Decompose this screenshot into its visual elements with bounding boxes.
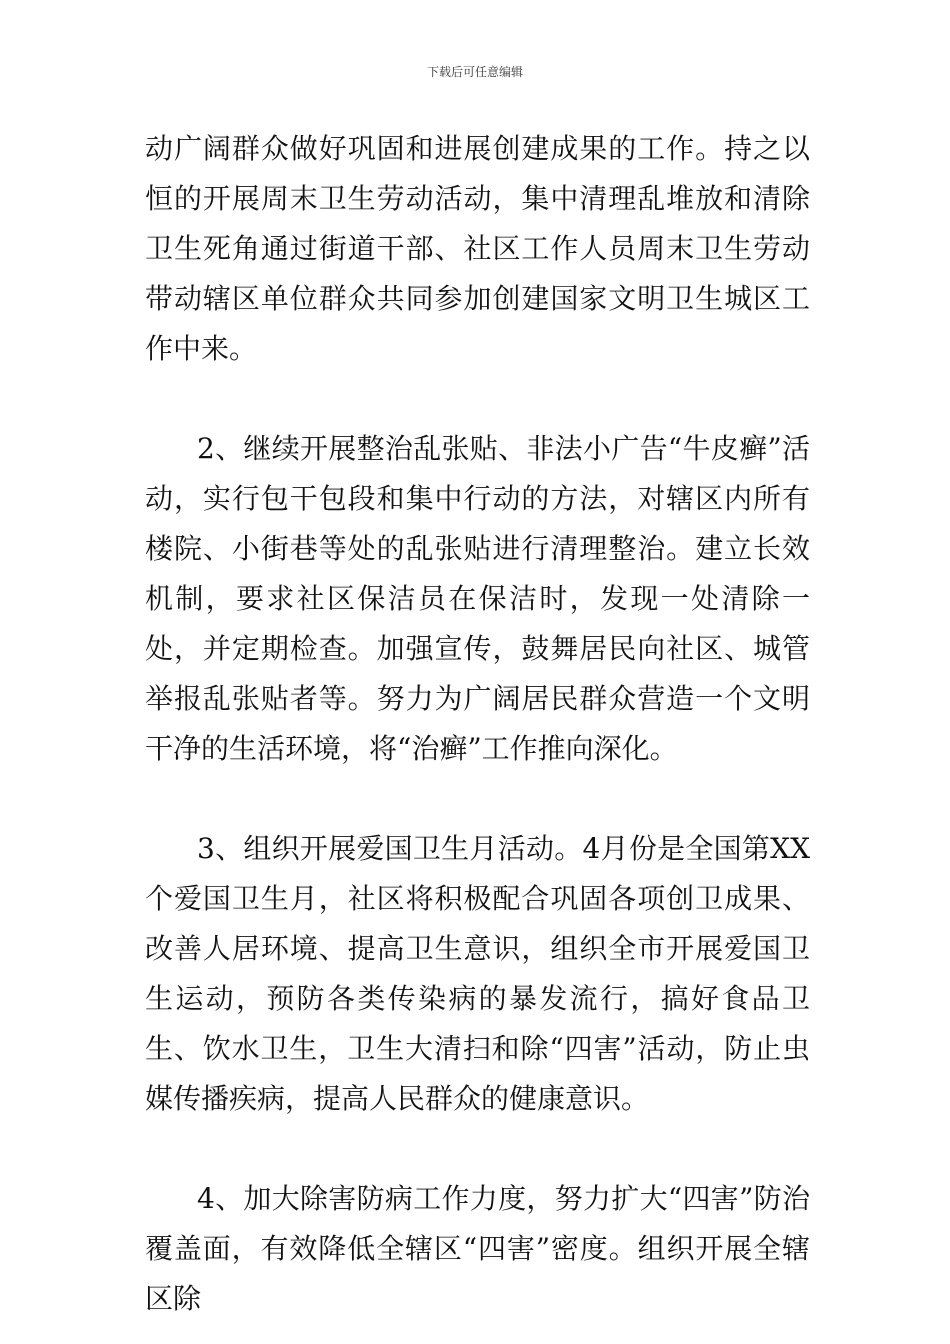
paragraph-item-3: 3、组织开展爱国卫生月活动。4月份是全国第XX个爱国卫生月，社区将积极配合巩固各项创卫成果、改善人居环境、提高卫生意识，组织全市开展爱国卫生运动，预防各类传染病的暴发流行，搞好食品卫生、饮水卫生，卫生大清扫和除“四害”活动，防止虫媒传播疾病，提高人民群众的健康意识。 <box>145 832 810 1115</box>
paragraph-continuation: 动广阔群众做好巩固和进展创建成果的工作。持之以恒的开展周末卫生劳动活动，集中清理乱堆放和清除卫生死角通过街道干部、社区工作人员周末卫生劳动带动辖区单位群众共同参加创建国家文明卫生城区工作中来。 <box>145 132 810 365</box>
paragraph-item-4: 4、加大除害防病工作力度，努力扩大“四害”防治覆盖面，有效降低全辖区“四害”密度。组织开展全辖区除 <box>145 1182 810 1315</box>
paragraph-gap <box>145 774 810 824</box>
paragraph-item-2: 2、继续开展整治乱张贴、非法小广告“牛皮癣”活动，实行包干包段和集中行动的方法，对辖区内所有楼院、小街巷等处的乱张贴进行清理整治。建立长效机制，要求社区保洁员在保洁时，发现一处清除一处，并定期检查。加强宣传，鼓舞居民向社区、城管举报乱张贴者等。努力为广阔居民群众营造一个文明干净的生活环境，将“治癣”工作推向深化。 <box>145 432 810 765</box>
page-header-note: 下载后可任意编辑 <box>426 65 523 79</box>
paragraph-gap <box>145 374 810 424</box>
document-body <box>145 124 810 1324</box>
paragraph-gap <box>145 1124 810 1174</box>
